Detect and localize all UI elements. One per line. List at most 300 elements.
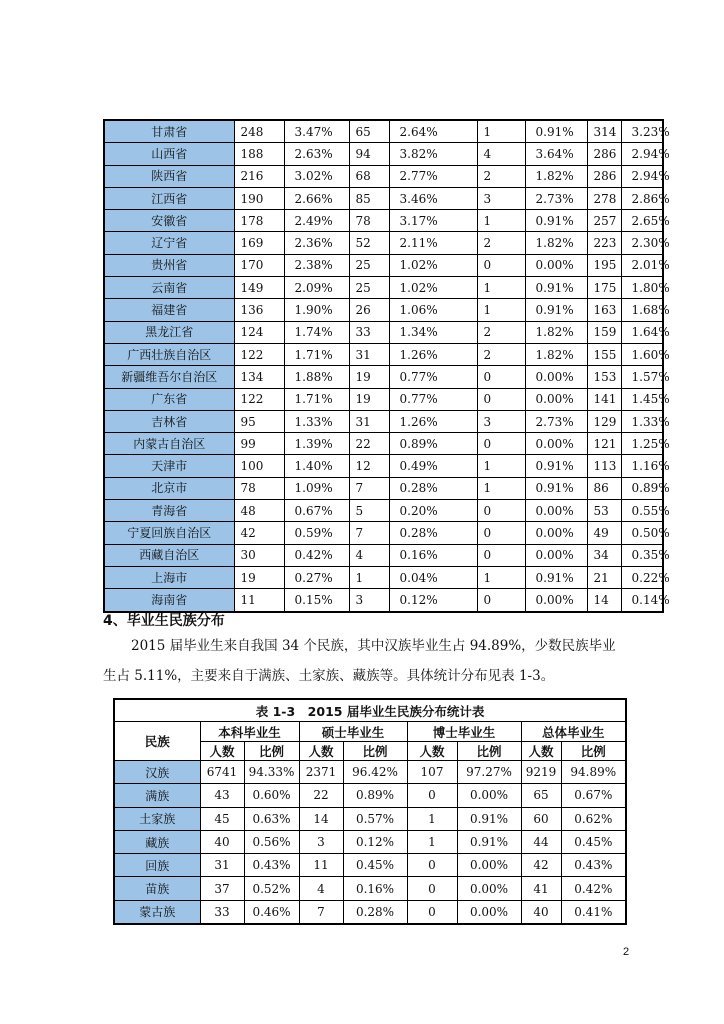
table-cell: 2.86% [621, 187, 663, 209]
row-label-cell: 满族 [114, 784, 200, 807]
table-row [114, 807, 626, 830]
table-cell: 0.27% [284, 566, 349, 588]
row-label-cell: 甘肃省 [104, 120, 234, 143]
table-row [104, 254, 663, 276]
row-label-cell: 汉族 [114, 761, 200, 784]
table-cell: 121 [587, 433, 621, 455]
table-cell: 0 [407, 877, 457, 900]
table-cell: 52 [349, 232, 389, 254]
table-cell: 3 [299, 830, 343, 853]
table-cell: 0.91% [525, 299, 587, 321]
table-cell: 113 [587, 455, 621, 477]
table-cell: 31 [349, 343, 389, 365]
table-cell: 169 [234, 232, 284, 254]
paragraph-line-1: 2015 届毕业生来自我国 34 个民族，其中汉族毕业生占 94.89%，少数民族毕业 [131, 638, 616, 654]
table-cell: 4 [349, 544, 389, 566]
table-cell: 0.77% [389, 388, 477, 410]
table-cell: 0.89% [621, 477, 663, 499]
province-distribution-table [103, 119, 670, 613]
row-label-cell: 西藏自治区 [104, 544, 234, 566]
table-cell: 100 [234, 455, 284, 477]
table-cell: 2371 [299, 761, 343, 784]
table-cell: 2.77% [389, 165, 477, 187]
table-cell: 3.82% [389, 143, 477, 165]
table-row [104, 366, 663, 388]
table-cell: 0.89% [389, 433, 477, 455]
table-cell: 4 [299, 877, 343, 900]
table-cell: 21 [587, 566, 621, 588]
table-row [104, 277, 663, 299]
table-cell: 1.57% [621, 366, 663, 388]
table-row [104, 589, 663, 612]
table-cell: 0.42% [561, 877, 626, 900]
table-cell: 1 [477, 477, 525, 499]
table-cell: 9219 [521, 761, 561, 784]
table-cell: 0.00% [525, 366, 587, 388]
table-cell: 94 [349, 143, 389, 165]
table-cell: 0.43% [244, 854, 299, 877]
table-row [104, 410, 663, 432]
table-cell: 1 [349, 566, 389, 588]
table-cell: 0.49% [389, 455, 477, 477]
ethnic-distribution-table [113, 698, 627, 925]
subheader-ratio: 比例 [343, 742, 407, 761]
table-cell: 2.11% [389, 232, 477, 254]
row-label-cell: 新疆维吾尔自治区 [104, 366, 234, 388]
table-cell: 1 [477, 299, 525, 321]
table-cell: 7 [349, 522, 389, 544]
table-cell: 0.00% [457, 854, 521, 877]
table-cell: 2 [477, 165, 525, 187]
table-cell: 2.66% [284, 187, 349, 209]
table-cell: 0.91% [525, 120, 587, 143]
table-cell: 1.82% [525, 343, 587, 365]
table-row [104, 187, 663, 209]
table-cell: 163 [587, 299, 621, 321]
table-row [104, 500, 663, 522]
table-cell: 223 [587, 232, 621, 254]
table-cell: 0.12% [343, 830, 407, 853]
table-cell: 0.22% [621, 566, 663, 588]
row-label-cell: 贵州省 [104, 254, 234, 276]
table-cell: 1.82% [525, 321, 587, 343]
subheader-count: 人数 [521, 742, 561, 761]
table-cell: 1.60% [621, 343, 663, 365]
table-cell: 136 [234, 299, 284, 321]
table-cell: 0.00% [525, 544, 587, 566]
table-cell: 0.91% [525, 477, 587, 499]
paragraph-line-2: 生占 5.11%，主要来自于满族、土家族、藏族等。具体统计分布见表 1-3。 [103, 668, 555, 684]
table-cell: 40 [521, 900, 561, 924]
table-cell: 0.20% [389, 500, 477, 522]
table-row [114, 761, 626, 784]
table-cell: 0 [477, 500, 525, 522]
table-cell: 0.67% [561, 784, 626, 807]
table-cell: 0.15% [284, 589, 349, 612]
table-cell: 0.00% [525, 500, 587, 522]
table-cell: 1.33% [621, 410, 663, 432]
table-cell: 1.45% [621, 388, 663, 410]
table-cell: 33 [200, 900, 244, 924]
table-cell: 178 [234, 210, 284, 232]
table-cell: 0.45% [343, 854, 407, 877]
table-cell: 1.82% [525, 165, 587, 187]
table-row [114, 877, 626, 900]
row-label-cell: 海南省 [104, 589, 234, 612]
table-cell: 190 [234, 187, 284, 209]
table-row [104, 388, 663, 410]
page-number: 2 [623, 946, 630, 958]
table-cell: 0 [477, 433, 525, 455]
table-cell: 1.06% [389, 299, 477, 321]
table-cell: 3.02% [284, 165, 349, 187]
table-cell: 1.25% [621, 433, 663, 455]
table-cell: 0.00% [525, 254, 587, 276]
table-cell: 0.55% [621, 500, 663, 522]
table-cell: 1 [477, 120, 525, 143]
table-cell: 1.09% [284, 477, 349, 499]
row-label-cell: 安徽省 [104, 210, 234, 232]
table-caption: 表 1-3 2015 届毕业生民族分布统计表 [114, 699, 626, 722]
table-cell: 2.94% [621, 143, 663, 165]
table-cell: 2 [477, 321, 525, 343]
row-label-cell: 内蒙古自治区 [104, 433, 234, 455]
table-row [104, 232, 663, 254]
row-label-cell: 天津市 [104, 455, 234, 477]
table-cell: 37 [200, 877, 244, 900]
ethnic-table-body [114, 761, 626, 925]
table-row [114, 900, 626, 924]
table-cell: 2.94% [621, 165, 663, 187]
table-cell: 0.91% [525, 455, 587, 477]
table-cell: 286 [587, 165, 621, 187]
table-row [104, 321, 663, 343]
table-cell: 3.23% [621, 120, 663, 143]
table-cell: 6741 [200, 761, 244, 784]
table-cell: 0 [477, 544, 525, 566]
table-cell: 19 [349, 388, 389, 410]
table-cell: 1.26% [389, 343, 477, 365]
row-label-cell: 山西省 [104, 143, 234, 165]
table-cell: 257 [587, 210, 621, 232]
row-label-cell: 广西壮族自治区 [104, 343, 234, 365]
table-row [104, 143, 663, 165]
table-cell: 0.62% [561, 807, 626, 830]
table-cell: 0.89% [343, 784, 407, 807]
subheader-count: 人数 [200, 742, 244, 761]
table-cell: 1.68% [621, 299, 663, 321]
table-cell: 7 [299, 900, 343, 924]
table-cell: 97.27% [457, 761, 521, 784]
table-cell: 1.33% [284, 410, 349, 432]
table-cell: 2 [477, 343, 525, 365]
table-row [104, 522, 663, 544]
table-cell: 0.63% [244, 807, 299, 830]
table-cell: 2.73% [525, 410, 587, 432]
table-cell: 3.17% [389, 210, 477, 232]
table-cell: 0.00% [525, 388, 587, 410]
table-cell: 48 [234, 500, 284, 522]
table-cell: 1.40% [284, 455, 349, 477]
table-cell: 1.88% [284, 366, 349, 388]
province-table-body [104, 120, 670, 612]
table-row [104, 455, 663, 477]
table-cell: 94.33% [244, 761, 299, 784]
table-cell: 0.77% [389, 366, 477, 388]
table-cell: 14 [299, 807, 343, 830]
table-cell: 0.00% [457, 900, 521, 924]
table-cell: 1 [407, 807, 457, 830]
row-label-cell: 宁夏回族自治区 [104, 522, 234, 544]
table-cell: 0.91% [525, 566, 587, 588]
table-cell: 3.46% [389, 187, 477, 209]
table-cell: 14 [587, 589, 621, 612]
table-cell: 11 [299, 854, 343, 877]
table-cell: 0.59% [284, 522, 349, 544]
subheader-ratio: 比例 [244, 742, 299, 761]
row-label-cell: 云南省 [104, 277, 234, 299]
table-cell: 1.80% [621, 277, 663, 299]
row-label-cell: 北京市 [104, 477, 234, 499]
table-cell: 95 [234, 410, 284, 432]
table-cell: 33 [349, 321, 389, 343]
table-cell: 195 [587, 254, 621, 276]
table-cell: 7 [349, 477, 389, 499]
header-overall: 总体毕业生 [521, 722, 626, 742]
table-cell: 0.91% [457, 830, 521, 853]
table-cell: 25 [349, 254, 389, 276]
table-cell: 122 [234, 343, 284, 365]
table-cell: 0.00% [525, 589, 587, 612]
table-cell: 0.67% [284, 500, 349, 522]
table-cell: 0 [477, 254, 525, 276]
table-cell: 124 [234, 321, 284, 343]
table-cell: 0 [407, 900, 457, 924]
table-cell: 12 [349, 455, 389, 477]
table-cell: 1.82% [525, 232, 587, 254]
table-cell: 40 [200, 830, 244, 853]
table-cell: 0.28% [389, 522, 477, 544]
table-cell: 19 [234, 566, 284, 588]
row-label-cell: 上海市 [104, 566, 234, 588]
table-cell: 26 [349, 299, 389, 321]
table-cell: 5 [349, 500, 389, 522]
table-cell: 286 [587, 143, 621, 165]
table-cell: 0.50% [621, 522, 663, 544]
table-cell: 0.00% [457, 784, 521, 807]
table-cell: 0.00% [457, 877, 521, 900]
table-cell: 0.43% [561, 854, 626, 877]
table-cell: 68 [349, 165, 389, 187]
table-cell: 1.16% [621, 455, 663, 477]
table-cell: 2.38% [284, 254, 349, 276]
table-cell: 2.09% [284, 277, 349, 299]
row-label-cell: 苗族 [114, 877, 200, 900]
table-cell: 278 [587, 187, 621, 209]
table-cell: 1 [407, 830, 457, 853]
table-row [104, 299, 663, 321]
table-row [114, 854, 626, 877]
row-label-cell: 土家族 [114, 807, 200, 830]
table-row [104, 477, 663, 499]
table-row [114, 784, 626, 807]
table-cell: 1 [477, 566, 525, 588]
table-cell: 49 [587, 522, 621, 544]
row-label-cell: 江西省 [104, 187, 234, 209]
subheader-count: 人数 [299, 742, 343, 761]
table-cell: 3 [477, 187, 525, 209]
table-cell: 65 [521, 784, 561, 807]
table-cell: 1.34% [389, 321, 477, 343]
table-cell: 85 [349, 187, 389, 209]
table-cell: 0.28% [389, 477, 477, 499]
subheader-ratio: 比例 [457, 742, 521, 761]
header-master: 硕士毕业生 [299, 722, 407, 742]
table-cell: 248 [234, 120, 284, 143]
table-cell: 107 [407, 761, 457, 784]
table-cell: 1.90% [284, 299, 349, 321]
table-cell: 0.12% [389, 589, 477, 612]
table-cell: 25 [349, 277, 389, 299]
table-cell: 1 [477, 277, 525, 299]
table-cell: 1.39% [284, 433, 349, 455]
table-cell: 0.00% [525, 522, 587, 544]
table-cell: 0.14% [621, 589, 663, 612]
table-cell: 31 [200, 854, 244, 877]
table-cell: 53 [587, 500, 621, 522]
table-cell: 0.91% [525, 277, 587, 299]
row-label-cell: 青海省 [104, 500, 234, 522]
table-cell: 141 [587, 388, 621, 410]
table-cell: 1 [477, 455, 525, 477]
table-cell: 188 [234, 143, 284, 165]
table-cell: 0 [407, 784, 457, 807]
table-cell: 134 [234, 366, 284, 388]
table-cell: 45 [200, 807, 244, 830]
table-cell: 314 [587, 120, 621, 143]
table-cell: 4 [477, 143, 525, 165]
table-cell: 3.47% [284, 120, 349, 143]
row-label-cell: 回族 [114, 854, 200, 877]
table-cell: 0.42% [284, 544, 349, 566]
table-cell: 1.74% [284, 321, 349, 343]
table-cell: 149 [234, 277, 284, 299]
table-row [104, 210, 663, 232]
row-label-cell: 辽宁省 [104, 232, 234, 254]
table-cell: 0 [477, 589, 525, 612]
table-cell: 43 [200, 784, 244, 807]
subheader-ratio: 比例 [561, 742, 626, 761]
row-label-cell: 广东省 [104, 388, 234, 410]
table-cell: 42 [521, 854, 561, 877]
row-label-cell: 藏族 [114, 830, 200, 853]
table-cell: 153 [587, 366, 621, 388]
table-cell: 1.02% [389, 277, 477, 299]
table-cell: 2.01% [621, 254, 663, 276]
table-cell: 2.30% [621, 232, 663, 254]
row-label-cell: 福建省 [104, 299, 234, 321]
table-cell: 0.45% [561, 830, 626, 853]
table-cell: 2.36% [284, 232, 349, 254]
table-cell: 60 [521, 807, 561, 830]
table-cell: 94.89% [561, 761, 626, 784]
section-heading: 4、毕业生民族分布 [103, 613, 225, 629]
table-cell: 122 [234, 388, 284, 410]
table-row [104, 165, 663, 187]
table-cell: 31 [349, 410, 389, 432]
table-cell: 99 [234, 433, 284, 455]
table-cell: 0.56% [244, 830, 299, 853]
table-cell: 1 [477, 210, 525, 232]
row-label-cell: 黑龙江省 [104, 321, 234, 343]
table-cell: 2 [477, 232, 525, 254]
table-cell: 3.64% [525, 143, 587, 165]
header-undergraduate: 本科毕业生 [200, 722, 299, 742]
table-cell: 3 [477, 410, 525, 432]
table-cell: 22 [299, 784, 343, 807]
table-cell: 0.57% [343, 807, 407, 830]
table-cell: 0.28% [343, 900, 407, 924]
table-cell: 1.64% [621, 321, 663, 343]
table-cell: 44 [521, 830, 561, 853]
table-cell: 96.42% [343, 761, 407, 784]
table-cell: 1.02% [389, 254, 477, 276]
table-cell: 0.16% [389, 544, 477, 566]
table-row [104, 433, 663, 455]
table-cell: 11 [234, 589, 284, 612]
table-cell: 19 [349, 366, 389, 388]
table-cell: 0.91% [525, 210, 587, 232]
table-cell: 216 [234, 165, 284, 187]
subheader-count: 人数 [407, 742, 457, 761]
table-row [104, 544, 663, 566]
table-row [104, 343, 663, 365]
table-cell: 2.49% [284, 210, 349, 232]
table-cell: 78 [234, 477, 284, 499]
table-cell: 0.16% [343, 877, 407, 900]
table-cell: 34 [587, 544, 621, 566]
table-row [104, 120, 663, 143]
table-cell: 0 [477, 366, 525, 388]
row-label-cell: 陕西省 [104, 165, 234, 187]
row-label-cell: 吉林省 [104, 410, 234, 432]
header-ethnic: 民族 [114, 722, 200, 761]
table-cell: 159 [587, 321, 621, 343]
table-cell: 1.71% [284, 343, 349, 365]
row-label-cell: 蒙古族 [114, 900, 200, 924]
table-cell: 0.60% [244, 784, 299, 807]
table-cell: 170 [234, 254, 284, 276]
table-cell: 0 [477, 522, 525, 544]
table-cell: 2.65% [621, 210, 663, 232]
table-cell: 0.04% [389, 566, 477, 588]
table-cell: 78 [349, 210, 389, 232]
header-doctor: 博士毕业生 [407, 722, 521, 742]
table-cell: 0.46% [244, 900, 299, 924]
table-cell: 2.64% [389, 120, 477, 143]
table-cell: 0.91% [457, 807, 521, 830]
table-cell: 2.73% [525, 187, 587, 209]
table-row [114, 830, 626, 853]
table-cell: 0 [477, 388, 525, 410]
table-cell: 86 [587, 477, 621, 499]
table-cell: 22 [349, 433, 389, 455]
table-cell: 42 [234, 522, 284, 544]
table-cell: 65 [349, 120, 389, 143]
table-cell: 0 [407, 854, 457, 877]
table-cell: 1.71% [284, 388, 349, 410]
table-cell: 0.41% [561, 900, 626, 924]
